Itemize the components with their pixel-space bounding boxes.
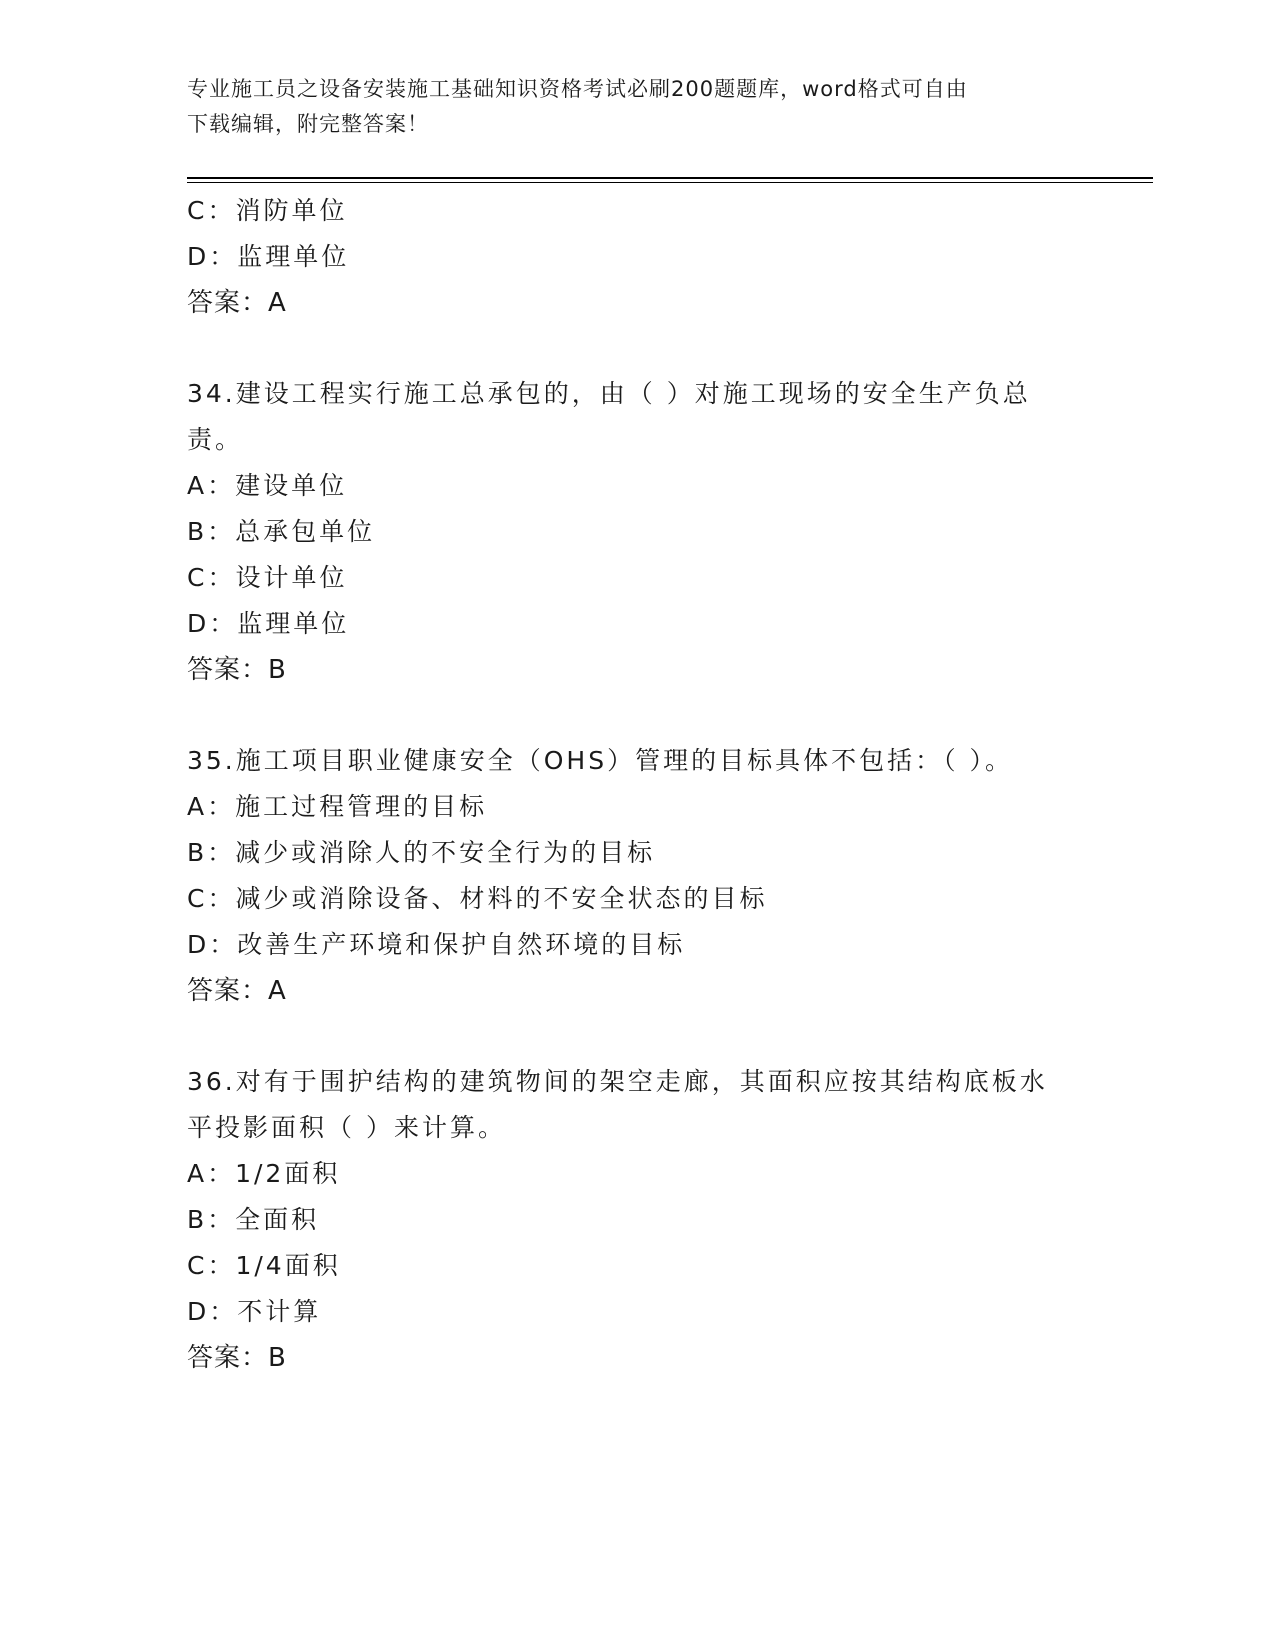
option-a: A：施工过程管理的目标: [187, 792, 488, 821]
option-d: D：改善生产环境和保护自然环境的目标: [187, 930, 686, 959]
question-stem: 36.对有于围护结构的建筑物间的架空走廊，其面积应按其结构底板水: [187, 1067, 1048, 1096]
option-a: A：建设单位: [187, 471, 348, 500]
answer-line: 答案：B: [187, 655, 287, 685]
document-body: [187, 188, 1137, 1381]
question-stem: 35.施工项目职业健康安全（OHS）管理的目标具体不包括：（ ）。: [187, 746, 1014, 775]
question-36: [187, 1059, 1137, 1381]
option-d: D：监理单位: [187, 609, 350, 638]
question-34: [187, 371, 1137, 693]
question-33-continued: [187, 188, 1137, 326]
spacer: [187, 1014, 1137, 1059]
option-d: D：监理单位: [187, 242, 350, 271]
option-b: B：全面积: [187, 1205, 320, 1234]
option-c: C：减少或消除设备、材料的不安全状态的目标: [187, 884, 768, 913]
question-35: [187, 738, 1137, 1014]
option-b: B：减少或消除人的不安全行为的目标: [187, 838, 656, 867]
header-title-line-2: 下载编辑，附完整答案！: [187, 112, 429, 136]
spacer: [187, 693, 1137, 738]
option-d: D：不计算: [187, 1297, 322, 1326]
option-b: B：总承包单位: [187, 517, 376, 546]
option-c: C：设计单位: [187, 563, 348, 592]
header-divider-thin: [187, 182, 1153, 183]
answer-line: 答案：A: [187, 288, 287, 318]
option-c: C：消防单位: [187, 196, 348, 225]
question-stem: 责。: [187, 425, 244, 454]
question-stem: 平投影面积（ ）来计算。: [187, 1113, 506, 1142]
header-divider-thick: [187, 177, 1153, 179]
option-c: C：1/4面积: [187, 1251, 341, 1280]
question-stem: 34.建设工程实行施工总承包的，由（ ）对施工现场的安全生产负总: [187, 379, 1031, 408]
answer-line: 答案：B: [187, 1343, 287, 1373]
option-a: A：1/2面积: [187, 1159, 341, 1188]
answer-line: 答案：A: [187, 976, 287, 1006]
document-header: [187, 72, 1067, 142]
spacer: [187, 326, 1137, 371]
header-title-line-1: 专业施工员之设备安装施工基础知识资格考试必刷200题题库，word格式可自由: [187, 77, 968, 101]
